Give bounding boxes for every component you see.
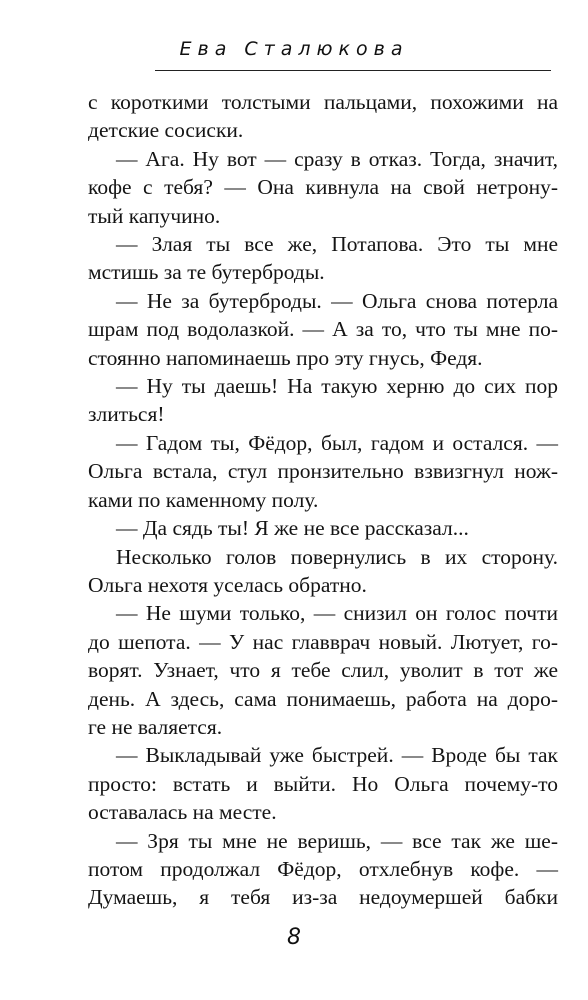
text-line: — Зря ты мне не веришь, — все так же ше- (116, 828, 558, 853)
header-rule (155, 70, 551, 71)
text-line: — Ну ты даешь! На такую херню до сих пор (116, 374, 558, 399)
text-line: — Выкладывай уже быстрей. — Вроде бы так (116, 743, 558, 768)
text-line: до шепота. — У нас главврач новый. Лютует, го- (88, 629, 558, 654)
text-line: день. А здесь, сама понимаешь, работа на доро- (88, 686, 558, 711)
text-line: мстишь за те бутерброды. (88, 260, 325, 285)
text-line: ге не валяется. (88, 714, 223, 739)
text-line: — Ага. Ну вот — сразу в отказ. Тогда, значит, (116, 146, 558, 171)
running-head: Ева Сталюкова (179, 38, 409, 60)
page-number: 8 (287, 925, 301, 950)
text-line: Несколько голов повернулись в их сторону. (116, 544, 558, 569)
text-line: — Не шуми только, — снизил он голос почти (116, 601, 558, 626)
text-line: — Да сядь ты! Я же не все рассказал... (116, 516, 469, 541)
text-line: ворят. Узнает, что я тебе слил, уволит в тот же (88, 658, 558, 683)
text-line: Ольга нехотя уселась обратно. (88, 572, 367, 597)
text-line: кофе с тебя? — Она кивнула на свой нетрону- (88, 175, 558, 200)
text-line: злиться! (88, 402, 165, 427)
body-text (88, 88, 558, 912)
text-line: просто: встать и выйти. Но Ольга почему-то (88, 771, 558, 796)
text-line: с короткими толстыми пальцами, похожими на (88, 90, 558, 114)
text-line: потом продолжал Фёдор, отхлебнув кофе. — (88, 856, 558, 881)
text-line: Ольга встала, стул пронзительно взвизгнул нож- (88, 459, 558, 484)
text-line: тый капучино. (88, 203, 221, 228)
text-line: — Не за бутерброды. — Ольга снова потерла (116, 288, 558, 313)
text-line: оставалась на месте. (88, 800, 277, 825)
text-line: — Злая ты все же, Потапова. Это ты мне (116, 232, 558, 257)
text-line: шрам под водолазкой. — А за то, что ты мне по- (88, 317, 558, 342)
text-line: ками по каменному полу. (88, 487, 319, 512)
text-line: — Гадом ты, Фёдор, был, гадом и остался. — (116, 430, 558, 455)
text-line: детские сосиски. (88, 118, 244, 143)
text-line: стоянно напоминаешь про эту гнусь, Федя. (88, 345, 483, 370)
text-line: Думаешь, я тебя из-за недоумершей бабки (88, 885, 558, 910)
